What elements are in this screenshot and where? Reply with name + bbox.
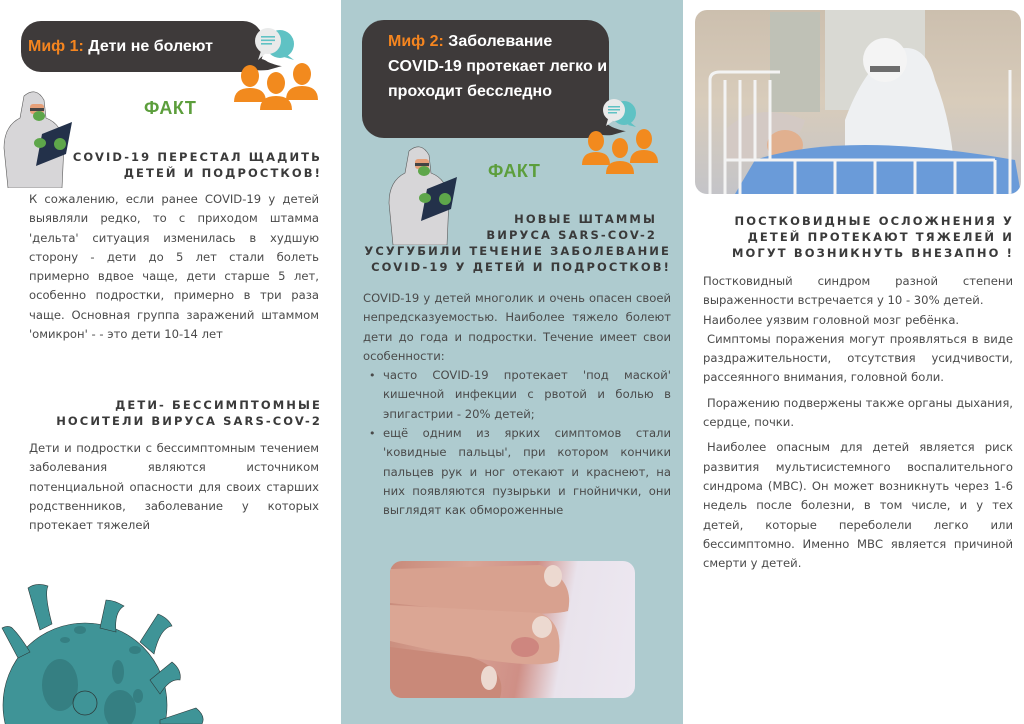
panel-3-body — [703, 272, 1013, 573]
section-1-body — [29, 190, 319, 344]
myth-1-bubble — [21, 21, 263, 72]
heading-line: НОСИТЕЛИ ВИРУСА SARS-COV-2 — [56, 414, 322, 428]
panel-3-heading — [703, 213, 1014, 261]
fact-label-1: ФАКТ — [144, 98, 197, 118]
section-2-paragraph: Дети и подростки с бессимптомным течением заболевания являются источником потенциальной опасности для своих старших родственников, заболевание у которых протекает тяжелей — [29, 441, 319, 533]
myth-2-prefix: Миф 2: — [388, 33, 444, 50]
panel-2-body — [363, 289, 671, 521]
heading-line: ДЕТИ- БЕССИМПТОМНЫЕ — [115, 398, 322, 412]
myth-2-bubble — [362, 20, 609, 138]
section-2-body — [29, 439, 319, 535]
panel-3-paragraph: Симптомы поражения могут проявляться в виде раздражительности, отсутствия усидчивости, рассеянного внимания, головной боли. — [703, 331, 1013, 385]
heading-line: МОГУТ ВОЗНИКНУТЬ ВНЕЗАПНО ! — [731, 246, 1014, 260]
panel-3-paragraph: Поражению подвержены также органы дыхания, сердце, почки. — [703, 395, 1013, 430]
heading-line: ВИРУСА SARS-COV-2 — [486, 228, 657, 242]
fact-label-2: ФАКТ — [488, 161, 541, 181]
panel-3-paragraph: Постковидный синдром разной степени выраженности встречается у 10 - 30% детей. — [703, 274, 1013, 308]
heading-line: УСУГУБИЛИ ТЕЧЕНИЕ ЗАБОЛЕВАНИЕ — [364, 244, 671, 258]
heading-line: ДЕТЕЙ ПРОТЕКАЮТ ТЯЖЕЛЕЙ И — [747, 230, 1014, 244]
section-2-heading — [40, 397, 322, 429]
people-chat-icon — [228, 24, 323, 112]
section-1-heading — [60, 149, 322, 181]
heading-line: ДЕТЕЙ И ПОДРОСТКОВ! — [123, 166, 322, 180]
myth-2-text: Заболевание COVID-19 протекает легко и проходит бесследно — [388, 33, 608, 100]
virus-illustration — [0, 570, 210, 724]
myth-1-prefix: Миф 1: — [28, 38, 84, 55]
heading-line: COVID-19 ПЕРЕСТАЛ ЩАДИТЬ — [72, 150, 322, 164]
symptom-item: • часто COVID-19 протекает 'под маской' кишечной инфекции с рвотой и болью в эпигастрии - 20% детей; — [363, 366, 671, 424]
heading-line: COVID-19 У ДЕТЕЙ И ПОДРОСТКОВ! — [371, 260, 671, 274]
panel-2-heading — [351, 211, 671, 275]
panel-2-intro: COVID-19 у детей многолик и очень опасен своей непредсказуемостью. Наиболее тяжело болеют дети до года и подростки. Течение имеет свои особенности: — [363, 291, 671, 363]
myth-1-text: Дети не болеют — [83, 38, 213, 55]
panel-3-paragraph: Наиболее опасным для детей является риск развития мультисистемного воспалительного синдрома (МВС). Он может возникнуть через 1-6 недель после болезни, в том числе, и у тех детей, которые переболели легко или бессимптомно. Именно МВС является причиной смерти у детей. — [703, 440, 1013, 571]
symptom-item: • ещё одним из ярких симптомов стали 'ковидные пальцы', при котором кончики пальцев рук и ног отекают и краснеют, на них появляются пузырьки и гнойнички, они выглядят как обмороженные — [363, 424, 671, 520]
heading-line: НОВЫЕ ШТАММЫ — [514, 212, 657, 226]
panel-myth-2 — [341, 0, 683, 724]
covid-toes-photo — [390, 561, 635, 698]
panel-3-paragraph: Наиболее уязвим головной мозг ребёнка. — [703, 312, 960, 327]
symptom-list — [363, 366, 671, 520]
panel-complications — [683, 0, 1024, 724]
section-1-paragraph: К сожалению, если ранее COVID-19 у детей выявляли редко, то с приходом штамма 'дельта' ситуация изменилась в худшую сторону - дети до 5 лет стали болеть примерно вдвое чаще, дети старше 5 лет, особенно подростки, примерно в три раза чаще. Основная группа заражений штаммом 'омикрон' - - это дети 10-14 лет — [29, 192, 319, 342]
hospital-child-photo — [695, 10, 1021, 194]
heading-line: ПОСТКОВИДНЫЕ ОСЛОЖНЕНИЯ У — [734, 214, 1014, 228]
panel-myth-1 — [0, 0, 341, 724]
people-chat-icon — [578, 95, 663, 177]
